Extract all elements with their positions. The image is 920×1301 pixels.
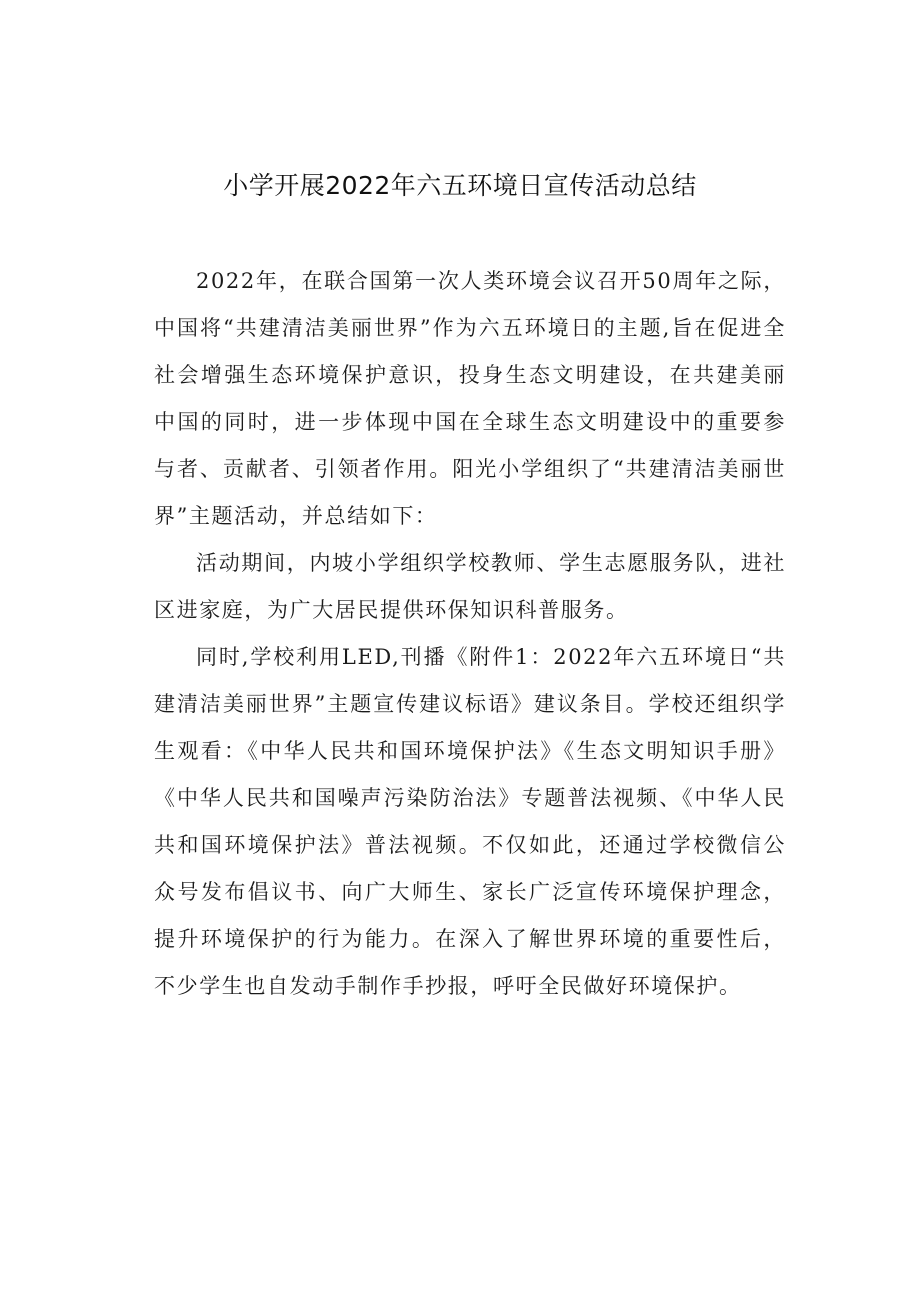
document-body (154, 258, 786, 1010)
paragraph-intro: 2022年，在联合国第一次人类环境会议召开50周年之际，中国将“共建清洁美丽世界”作为六五环境日的主题,旨在促进全社会增强生态环境保护意识，投身生态文明建设，在共建美丽中国的同时，进一步体现中国在全球生态文明建设中的重要参与者、贡献者、引领者作用。阳光小学组织了“共建清洁美丽世界”主题活动，并总结如下： (154, 269, 786, 528)
paragraph-activity: 活动期间，内坡小学组织学校教师、学生志愿服务队，进社区进家庭，为广大居民提供环保知识科普服务。 (154, 551, 786, 622)
document-title: 小学开展2022年六五环境日宣传活动总结 (223, 171, 697, 200)
paragraph-publicity: 同时,学校利用LED,刊播《附件1：2022年六五环境日“共建清洁美丽世界”主题宣传建议标语》建议条目。学校还组织学生观看：《中华人民共和国环境保护法》《生态文明知识手册》《中华人民共和国噪声污染防治法》专题普法视频、《中华人民共和国环境保护法》普法视频。不仅如此，还通过学校微信公众号发布倡议书、向广大师生、家长广泛宣传环境保护理念，提升环境保护的行为能力。在深入了解世界环境的重要性后，不少学生也自发动手制作手抄报，呼吁全民做好环境保护。 (154, 645, 786, 998)
